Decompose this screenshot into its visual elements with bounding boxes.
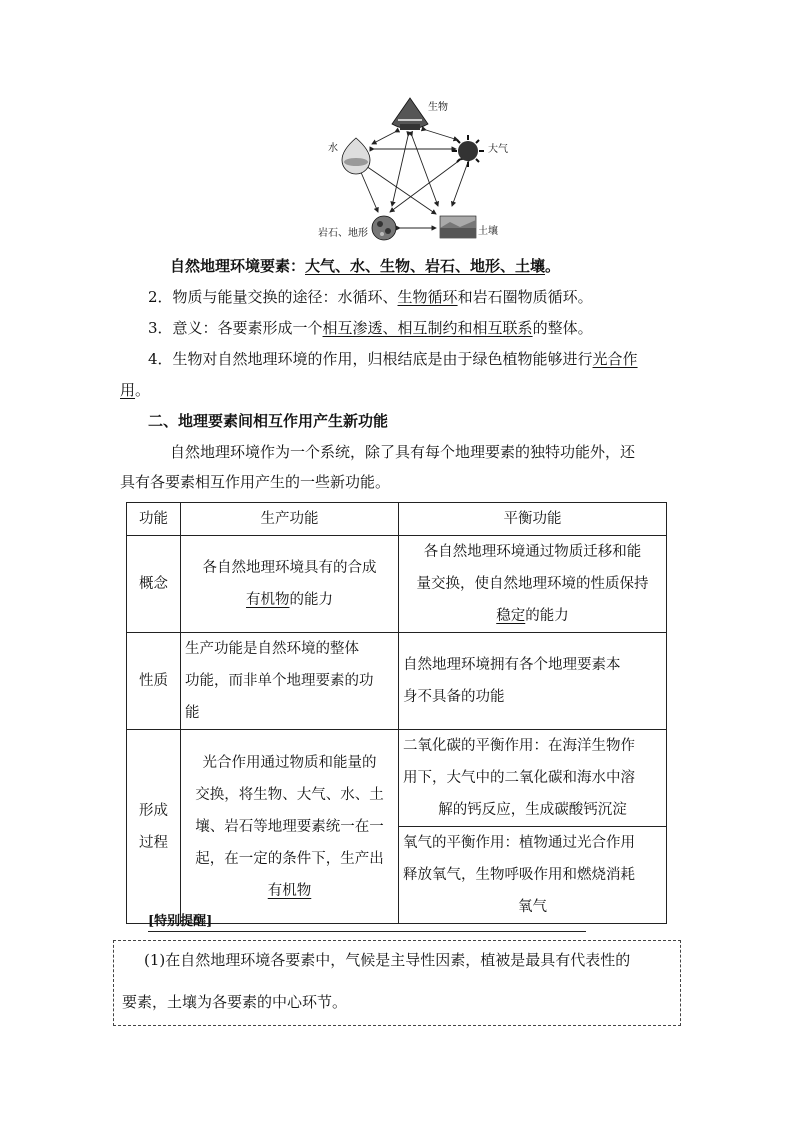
bio-image xyxy=(392,98,428,130)
label-soil: 土壤 xyxy=(478,226,498,237)
row1-bal-u: 稳定 xyxy=(496,608,526,624)
row-process-co2-balance xyxy=(399,730,667,827)
row3-label-l2: 过程 xyxy=(139,834,168,851)
row3-bal2-l2: 释放氧气，生物呼吸作用和燃烧消耗 xyxy=(403,867,635,883)
notice-title: [特别提醒] xyxy=(148,913,586,932)
point-2-u: 生物循环 xyxy=(397,288,458,306)
label-water: 水 xyxy=(328,143,338,154)
point-4-u2: 用 xyxy=(120,381,136,399)
point-4-line1 xyxy=(148,349,638,369)
row-process-production xyxy=(181,730,399,924)
row3-bal2-l3: 氧气 xyxy=(518,899,547,915)
function-table xyxy=(126,502,667,924)
row1-prod-u: 有机物 xyxy=(246,592,290,608)
point-3 xyxy=(148,318,593,338)
section2-para-line2: 具有各要素相互作用产生的一些新功能。 xyxy=(120,473,391,491)
notice-line1: (1)在自然地理环境各要素中，气候是主导性因素，植被是最具有代表性的 xyxy=(144,951,631,969)
point-4-a: 4．生物对自然地理环境的作用，归根结底是由于绿色植物能够进行 xyxy=(148,350,593,368)
row3-bal1-l2: 用下，大气中的二氧化碳和海水中溶 xyxy=(403,770,635,786)
row3-prod-u: 有机物 xyxy=(267,882,312,899)
table-header-row xyxy=(127,503,667,536)
row-concept-balance xyxy=(399,536,667,633)
point-4-end: 。 xyxy=(135,381,151,399)
arrow-air-soil xyxy=(452,162,468,206)
row2-prod-l2: 功能，而非单个地理要素的功 xyxy=(185,673,374,689)
row-nature-balance xyxy=(399,633,667,730)
notice-box xyxy=(113,940,681,1026)
row3-bal1-l3: 解的钙反应，生成碳酸钙沉淀 xyxy=(438,802,627,818)
rock-image xyxy=(372,216,396,240)
arrow-water-rock xyxy=(360,170,378,212)
point-2-b: 和岩石圈物质循环。 xyxy=(457,288,593,306)
row-process-label xyxy=(127,730,181,924)
row1-bal-l2: 量交换，使自然地理环境的性质保持 xyxy=(416,576,649,592)
row2-prod-l1: 生产功能是自然环境的整体 xyxy=(185,641,359,657)
row3-bal1-l1: 二氧化碳的平衡作用：在海洋生物作 xyxy=(403,738,635,754)
label-bio: 生物 xyxy=(428,102,448,113)
row-concept-production xyxy=(181,536,399,633)
row1-bal-b: 的能力 xyxy=(525,608,569,624)
row-nature-label: 性质 xyxy=(127,633,181,730)
table-row-process-a xyxy=(127,730,667,827)
water-image xyxy=(342,138,370,174)
row3-label-l1: 形成 xyxy=(139,802,168,819)
point-2-a: 2．物质与能量交换的途径：水循环、 xyxy=(148,288,398,306)
row2-bal-l1: 自然地理环境拥有各个地理要素本 xyxy=(403,657,621,673)
arrow-bio-air xyxy=(426,130,458,140)
table-row-concept xyxy=(127,536,667,633)
point-2 xyxy=(148,287,593,307)
header-production: 生产功能 xyxy=(181,503,399,536)
row3-prod-l4: 起，在一定的条件下，生产出 xyxy=(195,850,384,867)
elements-prefix: 自然地理环境要素： xyxy=(170,257,306,275)
row2-bal-l2: 身不具备的功能 xyxy=(403,689,505,705)
header-balance: 平衡功能 xyxy=(399,503,667,536)
row3-prod-l1: 光合作用通过物质和能量的 xyxy=(202,754,377,771)
elements-list: 大气、水、生物、岩石、地形、土壤 xyxy=(305,257,546,275)
point-3-b: 的整体。 xyxy=(532,319,593,337)
elements-end: 。 xyxy=(545,257,561,275)
table-row-nature xyxy=(127,633,667,730)
row2-prod-l3: 能 xyxy=(185,705,200,721)
arrow-bio-rock xyxy=(392,136,408,206)
soil-image xyxy=(440,216,476,238)
point-4-line2 xyxy=(120,380,150,400)
row1-prod-a: 各自然地理环境具有的合成 xyxy=(202,560,377,576)
header-function: 功能 xyxy=(127,503,181,536)
row3-bal2-l1: 氧气的平衡作用：植物通过光合作用 xyxy=(403,835,635,851)
point-3-a: 3．意义：各要素形成一个 xyxy=(148,319,323,337)
row1-prod-b: 的能力 xyxy=(289,592,333,608)
geo-elements-diagram xyxy=(320,94,530,244)
label-air: 大气 xyxy=(488,144,508,155)
arrow-bio-water xyxy=(372,132,395,144)
elements-line xyxy=(170,256,560,276)
row-nature-production xyxy=(181,633,399,730)
row1-bal-l1: 各自然地理环境通过物质迁移和能 xyxy=(423,544,642,560)
notice-line2: 要素，土壤为各要素的中心环节。 xyxy=(122,993,348,1011)
section2-title: 二、地理要素间相互作用产生新功能 xyxy=(148,412,389,430)
row3-prod-l2: 交换，将生物、大气、水、土 xyxy=(195,786,384,803)
row-process-o2-balance xyxy=(399,827,667,924)
row-concept-label: 概念 xyxy=(127,536,181,633)
label-rock: 岩石、地形 xyxy=(318,228,368,239)
point-3-u: 相互渗透、相互制约和相互联系 xyxy=(322,319,533,337)
diagram-graphics xyxy=(320,94,530,244)
row3-prod-l3: 壤、岩石等地理要素统一在一 xyxy=(195,818,384,835)
arrow-bio-soil xyxy=(412,136,438,206)
section2-para-line1: 自然地理环境作为一个系统，除了具有每个地理要素的独特功能外，还 xyxy=(170,443,636,461)
point-4-u1: 光合作 xyxy=(592,350,638,368)
